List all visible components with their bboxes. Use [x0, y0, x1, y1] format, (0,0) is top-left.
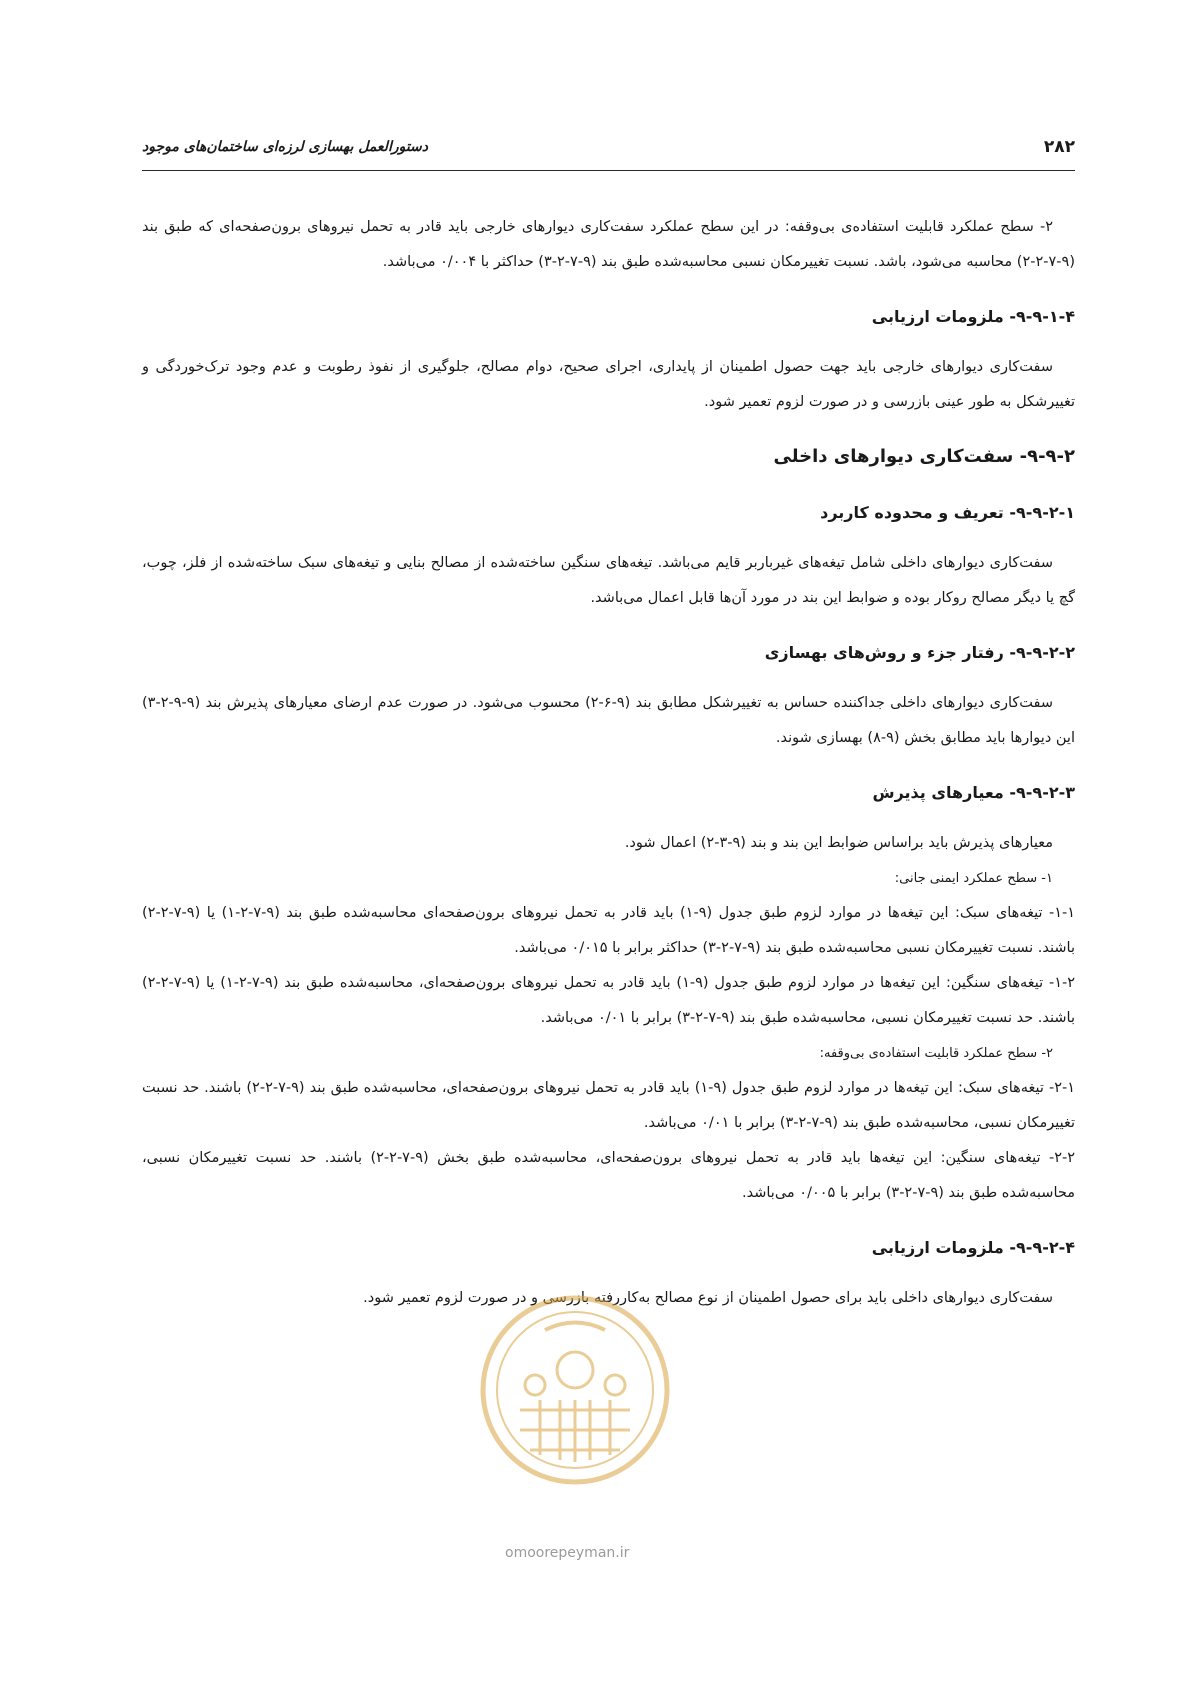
paragraph: سفت‌کاری دیوارهای داخلی شامل تیغه‌های غیرباربر قایم می‌باشد. تیغه‌های سنگین ساخته‌شده از مصالح بنایی و تیغه‌های سبک ساخته‌شده از فلز، چوب، گچ یا دیگر مصالح روکار بوده و ضوابط این بند در مورد آن‌ها قابل اعمال می‌باشد. — [142, 555, 1075, 606]
paragraph: ۱-۲- تیغه‌های سنگین: این تیغه‌ها در موارد لزوم طبق جدول (۹-۱) باید قادر به تحمل نیروهای برون‌صفحه‌ای، محاسبه‌شده طبق بند (۹-۷-۲-۱) یا (۹-۷-۲-۲) باشند. حد نسبت تغییرمکان نسبی، محاسبه‌شده طبق بند (۹-۷-۲-۳) برابر با ۰/۰۱ می‌باشد. — [142, 975, 1075, 1026]
running-title: دستورالعمل بهسازی لرزه‌ای ساختمان‌های موجود — [142, 139, 429, 155]
watermark-url: omoorepeyman.ir — [505, 1545, 630, 1561]
paragraph: ۲-۱- تیغه‌های سبک: این تیغه‌ها در موارد لزوم طبق جدول (۹-۱) باید قادر به تحمل نیروهای برون‌صفحه‌ای، محاسبه‌شده طبق بند (۹-۷-۲-۲) باشند. حد نسبت تغییرمکان نسبی، محاسبه‌شده طبق بند (۹-۷-۲-۳) برابر با ۰/۰۱ می‌باشد. — [142, 1080, 1075, 1131]
watermark-seal-icon — [475, 1290, 675, 1490]
paragraph: ۲-۲- تیغه‌های سنگین: این تیغه‌ها باید قادر به تحمل نیروهای برون‌صفحه‌ای، محاسبه‌شده طبق بخش (۹-۷-۲-۲) باشند. حد نسبت تغییرمکان نسبی، محاسبه‌شده طبق بند (۹-۷-۲-۳) برابر با ۰/۰۰۵ می‌باشد. — [142, 1150, 1075, 1201]
header-divider — [142, 170, 1075, 171]
paragraph: معیارهای پذیرش باید براساس ضوابط این بند و بند (۹-۳-۲) اعمال شود. — [624, 835, 1053, 851]
page-number: ۲۸۲ — [1043, 137, 1075, 157]
paragraph: سفت‌کاری دیوارهای داخلی باید برای حصول اطمینان از نوع مصالح به‌کاررفته بازرسی و در صورت لزوم تعمیر شود. — [363, 1290, 1053, 1306]
section-heading: ۹-۹-۲-۳- معیارهای پذیرش — [872, 783, 1075, 802]
page-header — [142, 132, 1075, 162]
section-heading: ۹-۹-۲-۲- رفتار جزء و روش‌های بهسازی — [764, 643, 1075, 662]
section-heading: ۹-۹-۲-۴- ملزومات ارزیابی — [871, 1238, 1075, 1257]
paragraph: سفت‌کاری دیوارهای داخلی جداکننده حساس به تغییرشکل مطابق بند (۹-۶-۲) محسوب می‌شود. در صورت عدم ارضای معیارهای پذیرش بند (۹-۹-۲-۳) این دیوارها باید مطابق بخش (۹-۸) بهسازی شوند. — [142, 695, 1075, 746]
paragraph: ۱- سطح عملکرد ایمنی جانی: — [894, 871, 1053, 886]
paragraph: ۲- سطح عملکرد قابلیت استفاده‌ی بی‌وقفه: — [819, 1046, 1053, 1061]
section-heading: ۹-۹-۲- سفت‌کاری دیوارهای داخلی — [773, 446, 1075, 467]
paragraph: ۱-۱- تیغه‌های سبک: این تیغه‌ها در موارد لزوم طبق جدول (۹-۱) باید قادر به تحمل نیروهای برون‌صفحه‌ای محاسبه‌شده طبق بند (۹-۷-۲-۱) یا (۹-۷-۲-۲) باشند. نسبت تغییرمکان نسبی محاسبه‌شده طبق بند (۹-۷-۲-۳) حداکثر برابر با ۰/۰۱۵ می‌باشد. — [142, 905, 1075, 956]
document-body — [142, 210, 1075, 1316]
section-heading: ۹-۹-۲-۱- تعریف و محدوده کاربرد — [820, 503, 1075, 522]
paragraph: سفت‌کاری دیوارهای خارجی باید جهت حصول اطمینان از پایداری، اجرای صحیح، دوام مصالح، جلوگیری از نفوذ رطوبت و عدم وجود ترک‌خوردگی و تغییرشکل به طور عینی بازرسی و در صورت لزوم تعمیر شود. — [142, 359, 1075, 410]
paragraph: ۲- سطح عملکرد قابلیت استفاده‌ی بی‌وقفه: در این سطح عملکرد سفت‌کاری دیوارهای خارجی باید قادر به تحمل نیروهای برون‌صفحه‌ای که طبق بند (۹-۷-۲-۲) محاسبه می‌شود، باشد. نسبت تغییرمکان نسبی محاسبه‌شده طبق بند (۹-۷-۲-۳) حداکثر با ۰/۰۰۴ می‌باشد. — [142, 219, 1075, 270]
section-heading: ۹-۹-۱-۴- ملزومات ارزیابی — [871, 307, 1075, 326]
